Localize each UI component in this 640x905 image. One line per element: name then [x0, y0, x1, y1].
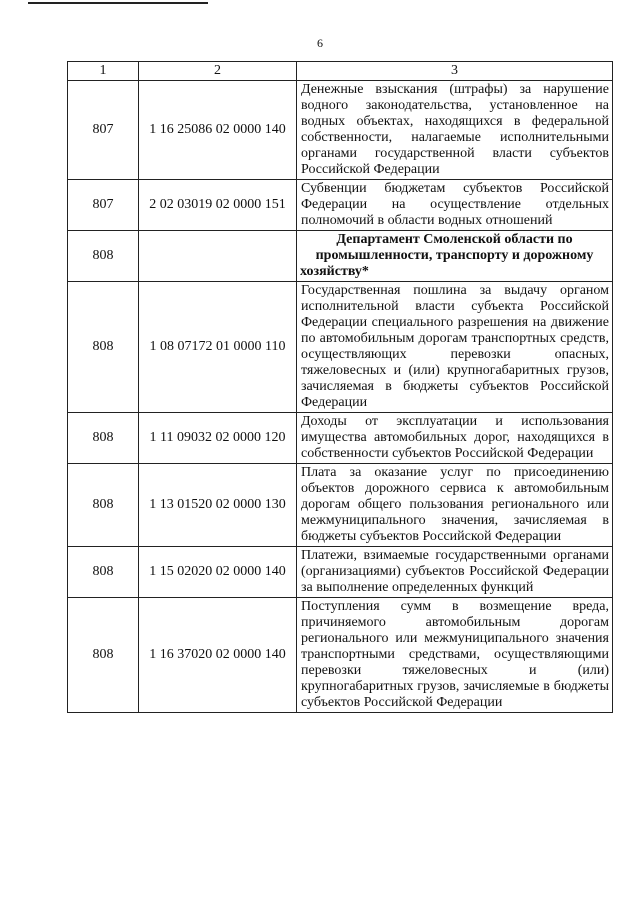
header-col-2: 2: [139, 62, 297, 81]
admin-code-cell: 808: [68, 598, 139, 713]
table-row: [68, 180, 613, 231]
page-number: 6: [317, 36, 323, 50]
revenue-name-cell: Субвенции бюджетам субъектов Российской Федерации на осуществление отдельных полномочий в области водных отношений: [297, 180, 613, 231]
table-row: [68, 413, 613, 464]
admin-code-cell: 808: [68, 547, 139, 598]
revenue-code-cell: [139, 231, 297, 282]
revenue-name-cell: Плата за оказание услуг по присоединению объектов дорожного сервиса к автомобильным дорогам общего пользования регионального или межмуниципального значения, зачисляемая в бюджеты субъектов Российской Федерации: [297, 464, 613, 547]
table-row: [68, 81, 613, 180]
revenue-code-cell: 1 08 07172 01 0000 110: [139, 282, 297, 413]
revenue-name-cell: Денежные взыскания (штрафы) за нарушение водного законодательства, установленное на водных объектах, находящихся в федеральной собственности, налагаемые исполнительными органами государственной власти субъектов Российской Федерации: [297, 81, 613, 180]
revenue-code-cell: 1 16 37020 02 0000 140: [139, 598, 297, 713]
department-name-cell: Департамент Смоленской области по промышленности, транспорту и дорожному хозяйству*: [297, 231, 613, 282]
revenue-name-cell: Платежи, взимаемые государственными органами (организациями) субъектов Российской Федерации за выполнение определенных функций: [297, 547, 613, 598]
top-rule: [28, 2, 208, 4]
revenue-name-cell: Государственная пошлина за выдачу органом исполнительной власти субъекта Российской Федерации специального разрешения на движение по автомобильным дорогам транспортных средств, осуществляющих перевозки опасных, тяжеловесных и (или) крупногабаритных грузов, зачисляемая в бюджеты субъектов Российской Федерации: [297, 282, 613, 413]
header-col-3: 3: [297, 62, 613, 81]
budget-table: [67, 61, 613, 713]
admin-code-cell: 807: [68, 81, 139, 180]
revenue-code-cell: 2 02 03019 02 0000 151: [139, 180, 297, 231]
table-row: [68, 464, 613, 547]
revenue-code-cell: 1 11 09032 02 0000 120: [139, 413, 297, 464]
admin-code-cell: 808: [68, 464, 139, 547]
department-row: [68, 231, 613, 282]
revenue-code-cell: 1 13 01520 02 0000 130: [139, 464, 297, 547]
admin-code-cell: 808: [68, 413, 139, 464]
admin-code-cell: 808: [68, 282, 139, 413]
table-header-row: [68, 62, 613, 81]
table-row: [68, 598, 613, 713]
admin-code-cell: 808: [68, 231, 139, 282]
revenue-name-cell: Доходы от эксплуатации и использования имущества автомобильных дорог, находящихся в собственности субъектов Российской Федерации: [297, 413, 613, 464]
table-row: [68, 282, 613, 413]
header-col-1: 1: [68, 62, 139, 81]
revenue-code-cell: 1 16 25086 02 0000 140: [139, 81, 297, 180]
admin-code-cell: 807: [68, 180, 139, 231]
revenue-code-cell: 1 15 02020 02 0000 140: [139, 547, 297, 598]
table-row: [68, 547, 613, 598]
revenue-name-cell: Поступления сумм в возмещение вреда, причиняемого автомобильным дорогам регионального или межмуниципального значения транспортными средствами, осуществляющими перевозки тяжеловесных и (или) крупногабаритных грузов, зачисляемые в бюджеты субъектов Российской Федерации: [297, 598, 613, 713]
